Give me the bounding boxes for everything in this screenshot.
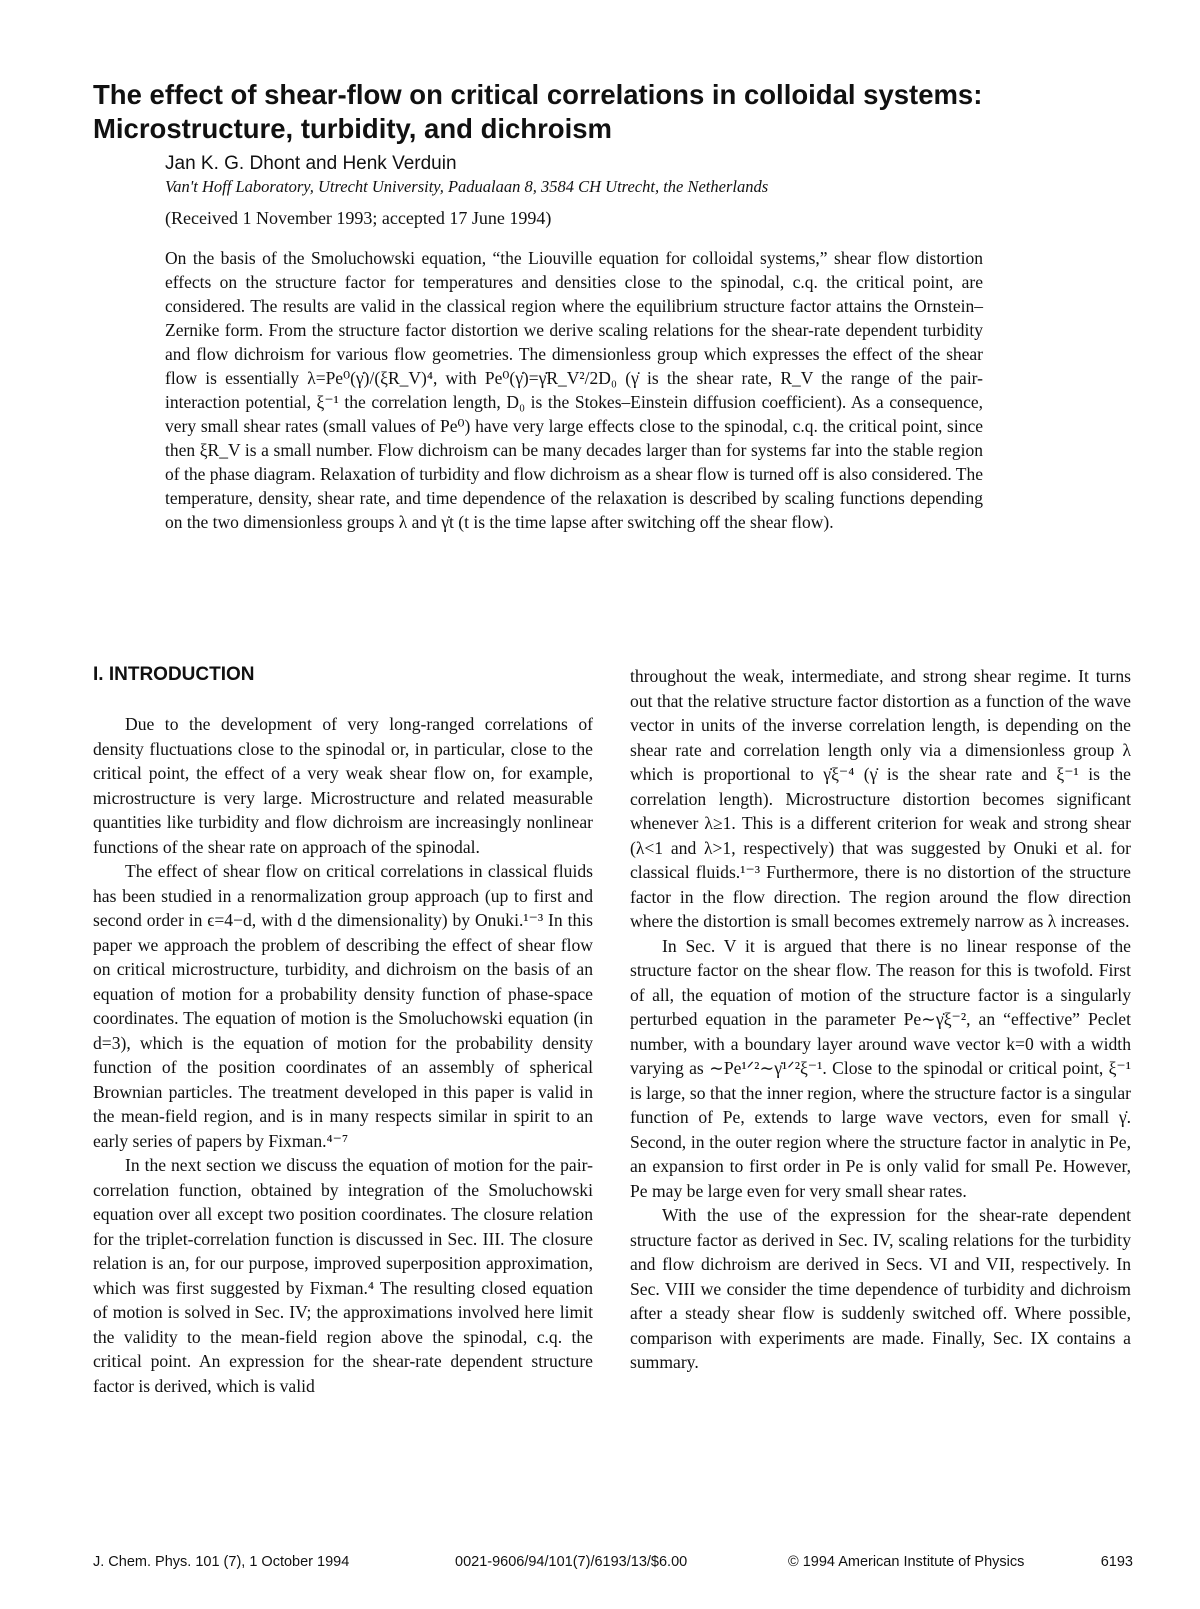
page-number: 6193 <box>1100 1554 1133 1570</box>
paragraph: The effect of shear flow on critical correlations in classical fluids has been studied in a renormalization group approach (up to first and second order in ϵ=4−d, with d the dimensionality) by Onuki.¹⁻³ In this paper we approach the problem of describing the effect of shear flow on critical microstructure, turbidity, and dichroism on the basis of an equation of motion for a probability density function of phase-space coordinates. The equation of motion is the Smoluchowski equation (in d=3), which is the equation of motion for the probability density function of the position coordinates of an assembly of spherical Brownian particles. The treatment developed in this paper is valid in the mean-field region, and is in many respects similar in spirit to an early series of papers by Fixman.⁴⁻⁷ <box>93 861 593 1151</box>
paragraph: In Sec. V it is argued that there is no linear response of the structure factor on the shear flow. The reason for this is twofold. First of all, the equation of motion of the structure factor is a singularly perturbed equation in the parameter Pe∼γ̇ξ⁻², an “effective” Peclet number, with a boundary layer around wave vector k=0 with a width varying as ∼Pe¹ᐟ²∼γ̇¹ᐟ²ξ⁻¹. Close to the spinodal or critical point, ξ⁻¹ is large, so that the inner region, where the structure factor is a singular function of Pe, extends to large wave vectors, even for small γ̇. Second, in the outer region where the structure factor in analytic in Pe, an expansion to first order in Pe is only valid for small Pe. However, Pe may be large even for very small shear rates. <box>630 935 1131 1201</box>
paragraph: Due to the development of very long-ranged correlations of density fluctuations close to the spinodal or, in particular, close to the critical point, the effect of a very weak shear flow on, for example, microstructure is very large. Microstructure and related measurable quantities like turbidity and flow dichroism are increasingly nonlinear functions of the shear rate on approach of the spinodal. <box>93 714 593 857</box>
paragraph: In the next section we discuss the equation of motion for the pair-correlation function, obtained by integration of the Smoluchowski equation over all except two position coordinates. The closure relation for the triplet-correlation function is discussed in Sec. III. The closure relation is an, for our purpose, improved superposition approximation, which was first suggested by Fixman.⁴ The resulting closed equation of motion is solved in Sec. IV; the approximations involved here limit the validity to the mean-field region above the spinodal, c.q. the critical point. An expression for the shear-rate dependent structure factor is derived, which is valid <box>93 1155 593 1396</box>
affiliation: Van't Hoff Laboratory, Utrecht University, Padualaan 8, 3584 CH Utrecht, the Netherlands <box>165 177 769 196</box>
copyright: © 1994 American Institute of Physics <box>788 1554 1025 1570</box>
left-column <box>93 712 593 1398</box>
article-code: 0021-9606/94/101(7)/6193/13/$6.00 <box>455 1554 688 1570</box>
paper-title: The effect of shear-flow on critical correlations in colloidal systems: Microstructure, turbidity, and dichroism <box>93 79 983 144</box>
right-column <box>630 664 1131 1375</box>
page-footer <box>93 1551 1133 1573</box>
received-date: (Received 1 November 1993; accepted 17 June 1994) <box>165 208 552 228</box>
paragraph: With the use of the expression for the shear-rate dependent structure factor as derived in Sec. IV, scaling relations for the turbidity and flow dichroism are derived in Secs. VI and VII, respectively. In Sec. VIII we consider the time dependence of turbidity and dichroism after a steady shear flow is suddenly switched off. Where possible, comparison with experiments are made. Finally, Sec. IX contains a summary. <box>630 1205 1131 1372</box>
journal-citation: J. Chem. Phys. 101 (7), 1 October 1994 <box>93 1554 350 1570</box>
author-list: Jan K. G. Dhont and Henk Verduin <box>165 153 457 174</box>
section-heading: I. INTRODUCTION <box>93 664 255 685</box>
abstract: On the basis of the Smoluchowski equation, “the Liouville equation for colloidal systems,” shear flow distortion effects on the structure factor for temperatures and densities close to the spinodal, c.q. the critical point, are considered. The results are valid in the classical region where the equilibrium structure factor attains the Ornstein–Zernike form. From the structure factor distortion we derive scaling relations for the shear-rate dependent turbidity and flow dichroism for various flow geometries. The dimensionless group which expresses the effect of the shear flow is essentially λ=Pe⁰(γ̇)/(ξR_V)⁴, with Pe⁰(γ̇)=γ̇R_V²/2D₀ (γ̇ is the shear rate, R_V the range of the pair-interaction potential, ξ⁻¹ the correlation length, D₀ is the Stokes–Einstein diffusion coefficient). As a consequence, very small shear rates (small values of Pe⁰) have very large effects close to the spinodal, c.q. the critical point, since then ξR_V is a small number. Flow dichroism can be many decades larger than for systems far into the stable region of the phase diagram. Relaxation of turbidity and flow dichroism as a shear flow is turned off is also considered. The temperature, density, shear rate, and time dependence of the relaxation is described by scaling functions depending on the two dimensionless groups λ and γ̇t (t is the time lapse after switching off the shear flow). <box>165 248 983 532</box>
paragraph: throughout the weak, intermediate, and strong shear regime. It turns out that the relative structure factor distortion as a function of the wave vector in units of the inverse correlation length, is depending on the shear rate and correlation length only via a dimensionless group λ which is proportional to γ̇ξ⁻⁴ (γ̇ is the shear rate and ξ⁻¹ is the correlation length). Microstructure distortion becomes significant whenever λ≥1. This is a different criterion for weak and strong shear (λ<1 and λ>1, respectively) that was suggested by Onuki et al. for classical fluids.¹⁻³ Furthermore, there is no distortion of the structure factor in the flow direction. The region around the flow direction where the distortion is small becomes extremely narrow as λ increases. <box>630 666 1131 931</box>
